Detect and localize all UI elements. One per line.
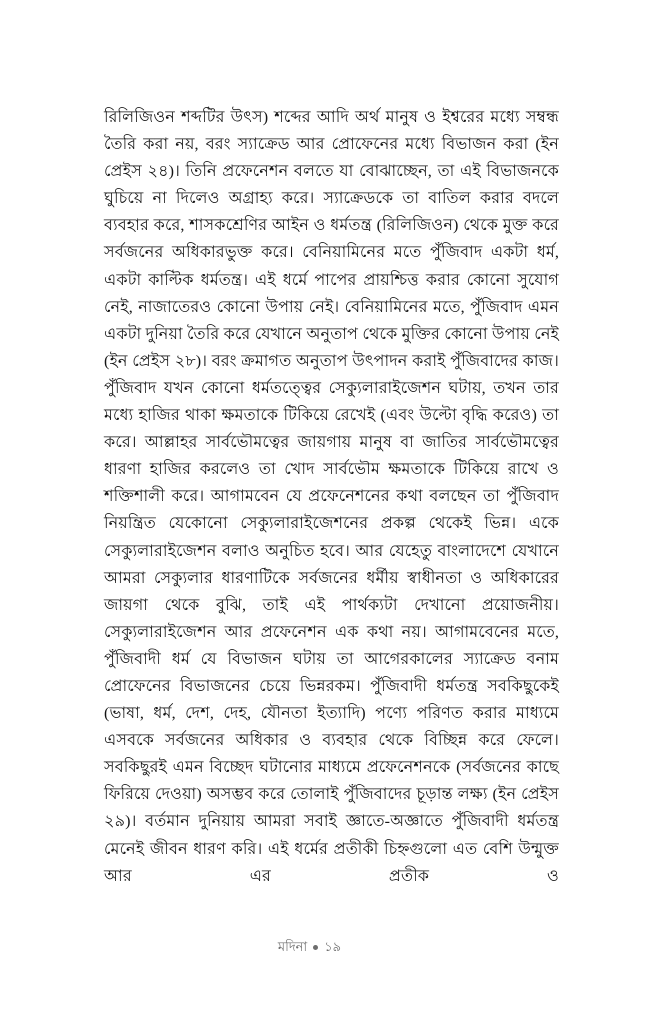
body-text-block: [104, 104, 559, 917]
body-paragraph: রিলিজিওন শব্দটির উৎস) শব্দের আদি অর্থ মানুষ ও ইশ্বরের মধ্যে সম্বন্ধ তৈরি করা নয়, বরং স্যাক্রেড আর প্রোফেনের মধ্যে বিভাজন করা (ইন প্রেইস ২৪)। তিনি প্রফেনেশন বলতে যা বোঝাচ্ছেন, তা এই বিভাজনকে ঘুচিয়ে না দিলেও অগ্রাহ্য করে। স্যাক্রেডকে তা বাতিল করার বদলে ব্যবহার করে, শাসকশ্রেণির আইন ও ধর্মতন্ত্র (রিলিজিওন) থেকে মুক্ত করে সর্বজনের অধিকারভুক্ত করে। বেনিয়ামিনের মতে পুঁজিবাদ একটা ধর্ম, একটা কাল্টিক ধর্মতন্ত্র। এই ধর্মে পাপের প্রায়শ্চিত্ত করার কোনো সুযোগ নেই, নাজাতেরও কোনো উপায় নেই। বেনিয়ামিনের মতে, পুঁজিবাদ এমন একটা দুনিয়া তৈরি করে যেখানে অনুতাপ থেকে মুক্তির কোনো উপায় নেই (ইন প্রেইস ২৮)। বরং ক্রমাগত অনুতাপ উৎপাদন করাই পুঁজিবাদের কাজ। পুঁজিবাদ যখন কোনো ধর্মতত্ত্বের সেক্যুলারাইজেশন ঘটায়, তখন তার মধ্যে হাজির থাকা ক্ষমতাকে টিকিয়ে রেখেই (এবং উল্টো বৃদ্ধি করেও) তা করে। আল্লাহর সার্বভৌমত্বের জায়গায় মানুষ বা জাতির সার্বভৌমত্বের ধারণা হাজির করলেও তা খোদ সার্বভৌম ক্ষমতাকে টিকিয়ে রাখে ও শক্তিশালী করে। আগামবেন যে প্রফেনেশনের কথা বলছেন তা পুঁজিবাদ নিয়ন্ত্রিত যেকোনো সেক্যুলারাইজেশনের প্রকল্প থেকেই ভিন্ন। একে সেক্যুলারাইজেশন বলাও অনুচিত হবে। আর যেহেতু বাংলাদেশে যেখানে আমরা সেক্যুলার ধারণাটিকে সর্বজনের ধর্মীয় স্বাধীনতা ও অধিকারের জায়গা থেকে বুঝি, তাই এই পার্থক্যটা দেখানো প্রয়োজনীয়। সেক্যুলারাইজেশন আর প্রফেনেশন এক কথা নয়। আগামবেনের মতে, পুঁজিবাদী ধর্ম যে বিভাজন ঘটায় তা আগেরকালের স্যাক্রেড বনাম প্রোফেনের বিভাজনের চেয়ে ভিন্নরকম। পুঁজিবাদী ধর্মতন্ত্র সবকিছুকেই (ভাষা, ধর্ম, দেশ, দেহ, যৌনতা ইত্যাদি) পণ্যে পরিণত করার মাধ্যমে এসবকে সর্বজনের অধিকার ও ব্যবহার থেকে বিচ্ছিন্ন করে ফেলে। সবকিছুরই এমন বিচ্ছেদ ঘটানোর মাধ্যমে প্রফেনেশনকে (সর্বজনের কাছে ফিরিয়ে দেওয়া) অসম্ভব করে তোলাই পুঁজিবাদের চূড়ান্ত লক্ষ্য (ইন প্রেইস ২৯)। বর্তমান দুনিয়ায় আমরা সবাই জ্ঞাতে-অজ্ঞাতে পুঁজিবাদী ধর্মতন্ত্র মেনেই জীবন ধারণ করি। এই ধর্মের প্রতীকী চিহ্নগুলো এত বেশি উন্মুক্ত আর এর প্রতীক ও: [104, 109, 559, 885]
page-footer: [0, 938, 663, 956]
bullet-dot-icon: [313, 945, 318, 950]
footer-inner: [278, 938, 341, 956]
footer-book-title: মদিনা: [277, 939, 308, 954]
page-number: ১৯: [324, 939, 342, 954]
